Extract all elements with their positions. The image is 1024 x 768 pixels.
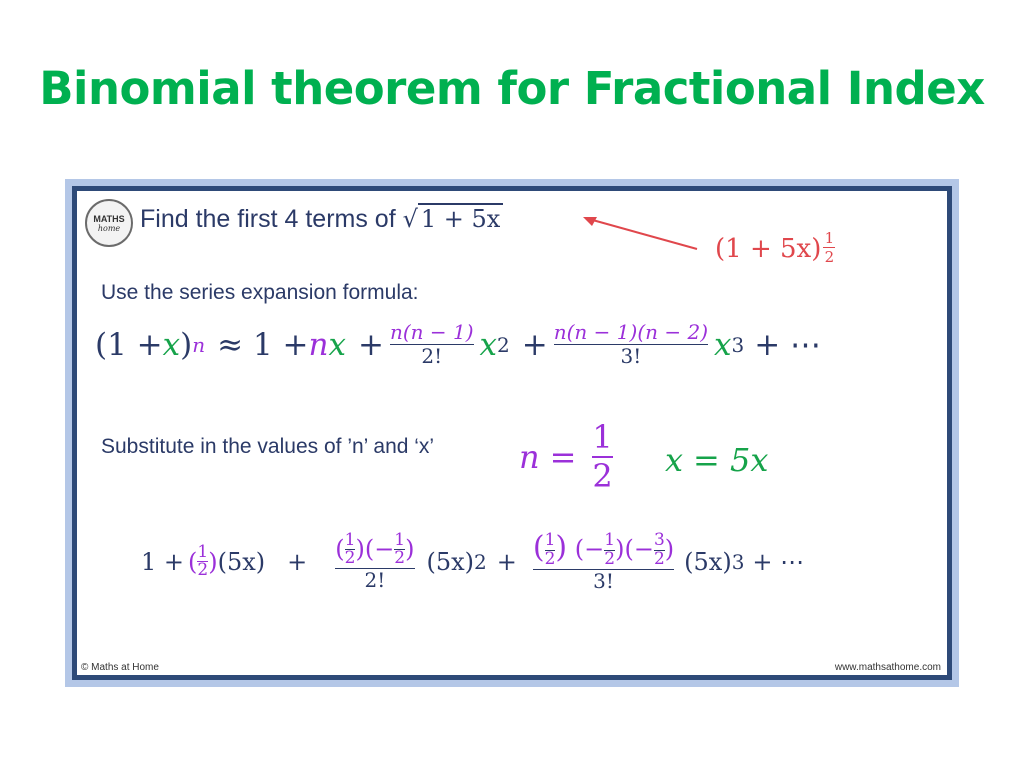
paren-open: ( xyxy=(574,535,585,563)
content-panel xyxy=(77,191,947,675)
formula-term3-x: x xyxy=(479,326,498,363)
sub-term3-fraction xyxy=(335,529,415,593)
minus-sign: − xyxy=(374,534,395,563)
sub-tail: + ⋯ xyxy=(752,547,805,576)
half-num: 1 xyxy=(544,530,556,551)
half-fraction xyxy=(545,532,556,569)
half-den: 2 xyxy=(197,560,209,581)
paren-open: ( xyxy=(335,534,345,563)
formula-term4-x: x xyxy=(714,326,732,363)
paren-close: ) xyxy=(664,535,675,563)
x-value-equation xyxy=(665,441,768,479)
x-symbol: x xyxy=(665,441,684,479)
formula-lhs-x: x xyxy=(162,326,181,363)
paren-close: ) xyxy=(405,534,415,563)
paren-open: ( xyxy=(188,547,198,576)
sub-plus: + xyxy=(287,547,308,576)
sub-term3-power: 2 xyxy=(474,549,487,574)
formula-term3-numerator: n(n − 1) xyxy=(389,320,474,344)
formula-lhs-n: n xyxy=(192,332,206,357)
substituted-expression xyxy=(141,531,804,593)
slide-title: Binomial theorem for Fractional Index xyxy=(39,62,985,115)
substitute-label: Substitute in the values of ’n’ and ‘x’ xyxy=(101,435,435,458)
half-den: 2 xyxy=(544,549,556,569)
n-numerator: 1 xyxy=(592,418,613,456)
website-footer: www.mathsathome.com xyxy=(834,662,941,673)
minus-sign: − xyxy=(633,535,654,563)
formula-term3-power: 2 xyxy=(497,332,510,357)
sub-term2-5x: (5x) xyxy=(217,547,266,576)
formula-plus: + xyxy=(357,326,384,363)
n-symbol: n xyxy=(519,437,540,476)
paren-close: ) xyxy=(615,535,625,563)
sub-term4-denominator: 3! xyxy=(593,568,614,593)
formula-plus: + xyxy=(521,326,548,363)
half-fraction xyxy=(197,541,209,581)
minus-sign: − xyxy=(584,535,605,563)
paren-open: ( xyxy=(364,534,375,563)
sub-one-plus: 1 + xyxy=(141,547,185,576)
half-num: 1 xyxy=(344,529,356,550)
formula-term3-denominator: 2! xyxy=(421,344,443,368)
sub-term4-5x: (5x) xyxy=(684,547,732,576)
sub-term4-power: 3 xyxy=(731,549,745,574)
exponent-numerator: 1 xyxy=(824,229,835,247)
half-num: 1 xyxy=(394,529,406,550)
three-num: 3 xyxy=(653,530,665,551)
copyright-footer: © Maths at Home xyxy=(81,662,159,673)
sub-term3-numerator xyxy=(335,529,415,569)
half-den: 2 xyxy=(394,548,406,569)
three-halves-fraction xyxy=(654,532,665,569)
annotation-base: (1 + 5x) xyxy=(715,234,822,264)
paren-open: ( xyxy=(624,535,634,563)
x-value: = 5x xyxy=(693,441,769,479)
formula-term2-x: x xyxy=(328,326,346,363)
formula-term2-n: n xyxy=(308,326,329,363)
n-equals: = xyxy=(549,437,577,476)
sub-term4-numerator xyxy=(533,531,674,569)
sub-plus: + xyxy=(496,547,517,576)
radicand: 1 + 5x xyxy=(418,203,503,233)
half-num: 1 xyxy=(197,541,209,562)
half-den: 2 xyxy=(604,549,616,569)
half-fraction xyxy=(604,532,615,569)
n-denominator: 2 xyxy=(592,456,613,495)
n-fraction xyxy=(592,419,612,495)
image-frame xyxy=(72,186,952,680)
formula-term4-denominator: 3! xyxy=(620,344,642,368)
formula-lhs-close: ) xyxy=(180,326,193,363)
half-fraction xyxy=(394,529,406,569)
sub-term3-denominator: 2! xyxy=(364,568,386,593)
formula-term4-numerator: n(n − 1)(n − 2) xyxy=(553,320,708,344)
logo-text-top: MATHS xyxy=(93,213,125,224)
formula-term4-power: 3 xyxy=(731,332,745,357)
annotation-exponent xyxy=(823,229,835,266)
paren-close: ) xyxy=(355,534,365,563)
paren-open: ( xyxy=(532,530,545,565)
half-num: 1 xyxy=(604,530,616,551)
sub-term4-fraction xyxy=(533,531,674,593)
formula-term4-fraction xyxy=(554,321,708,368)
paren-close: ) xyxy=(208,547,218,576)
half-den: 2 xyxy=(344,548,356,569)
two-den: 2 xyxy=(653,549,665,569)
formula-approx: ≈ 1 + xyxy=(217,326,309,363)
formula-lhs-open: (1 + xyxy=(95,326,163,363)
formula-term3-fraction xyxy=(390,321,474,368)
formula-tail: + ⋯ xyxy=(754,326,822,363)
exponent-denominator: 2 xyxy=(824,248,835,266)
logo-text-bottom: home xyxy=(97,223,121,233)
n-value-equation xyxy=(519,419,619,495)
sub-term3-5x: (5x) xyxy=(426,547,475,576)
question-text: Find the first 4 terms of xyxy=(140,205,403,233)
paren-close: ) xyxy=(555,530,568,565)
half-fraction xyxy=(344,529,356,569)
binomial-series-formula xyxy=(95,321,821,368)
index-form-annotation xyxy=(715,229,835,266)
use-formula-label: Use the series expansion formula: xyxy=(101,281,419,304)
radical-symbol: √ xyxy=(402,205,418,233)
